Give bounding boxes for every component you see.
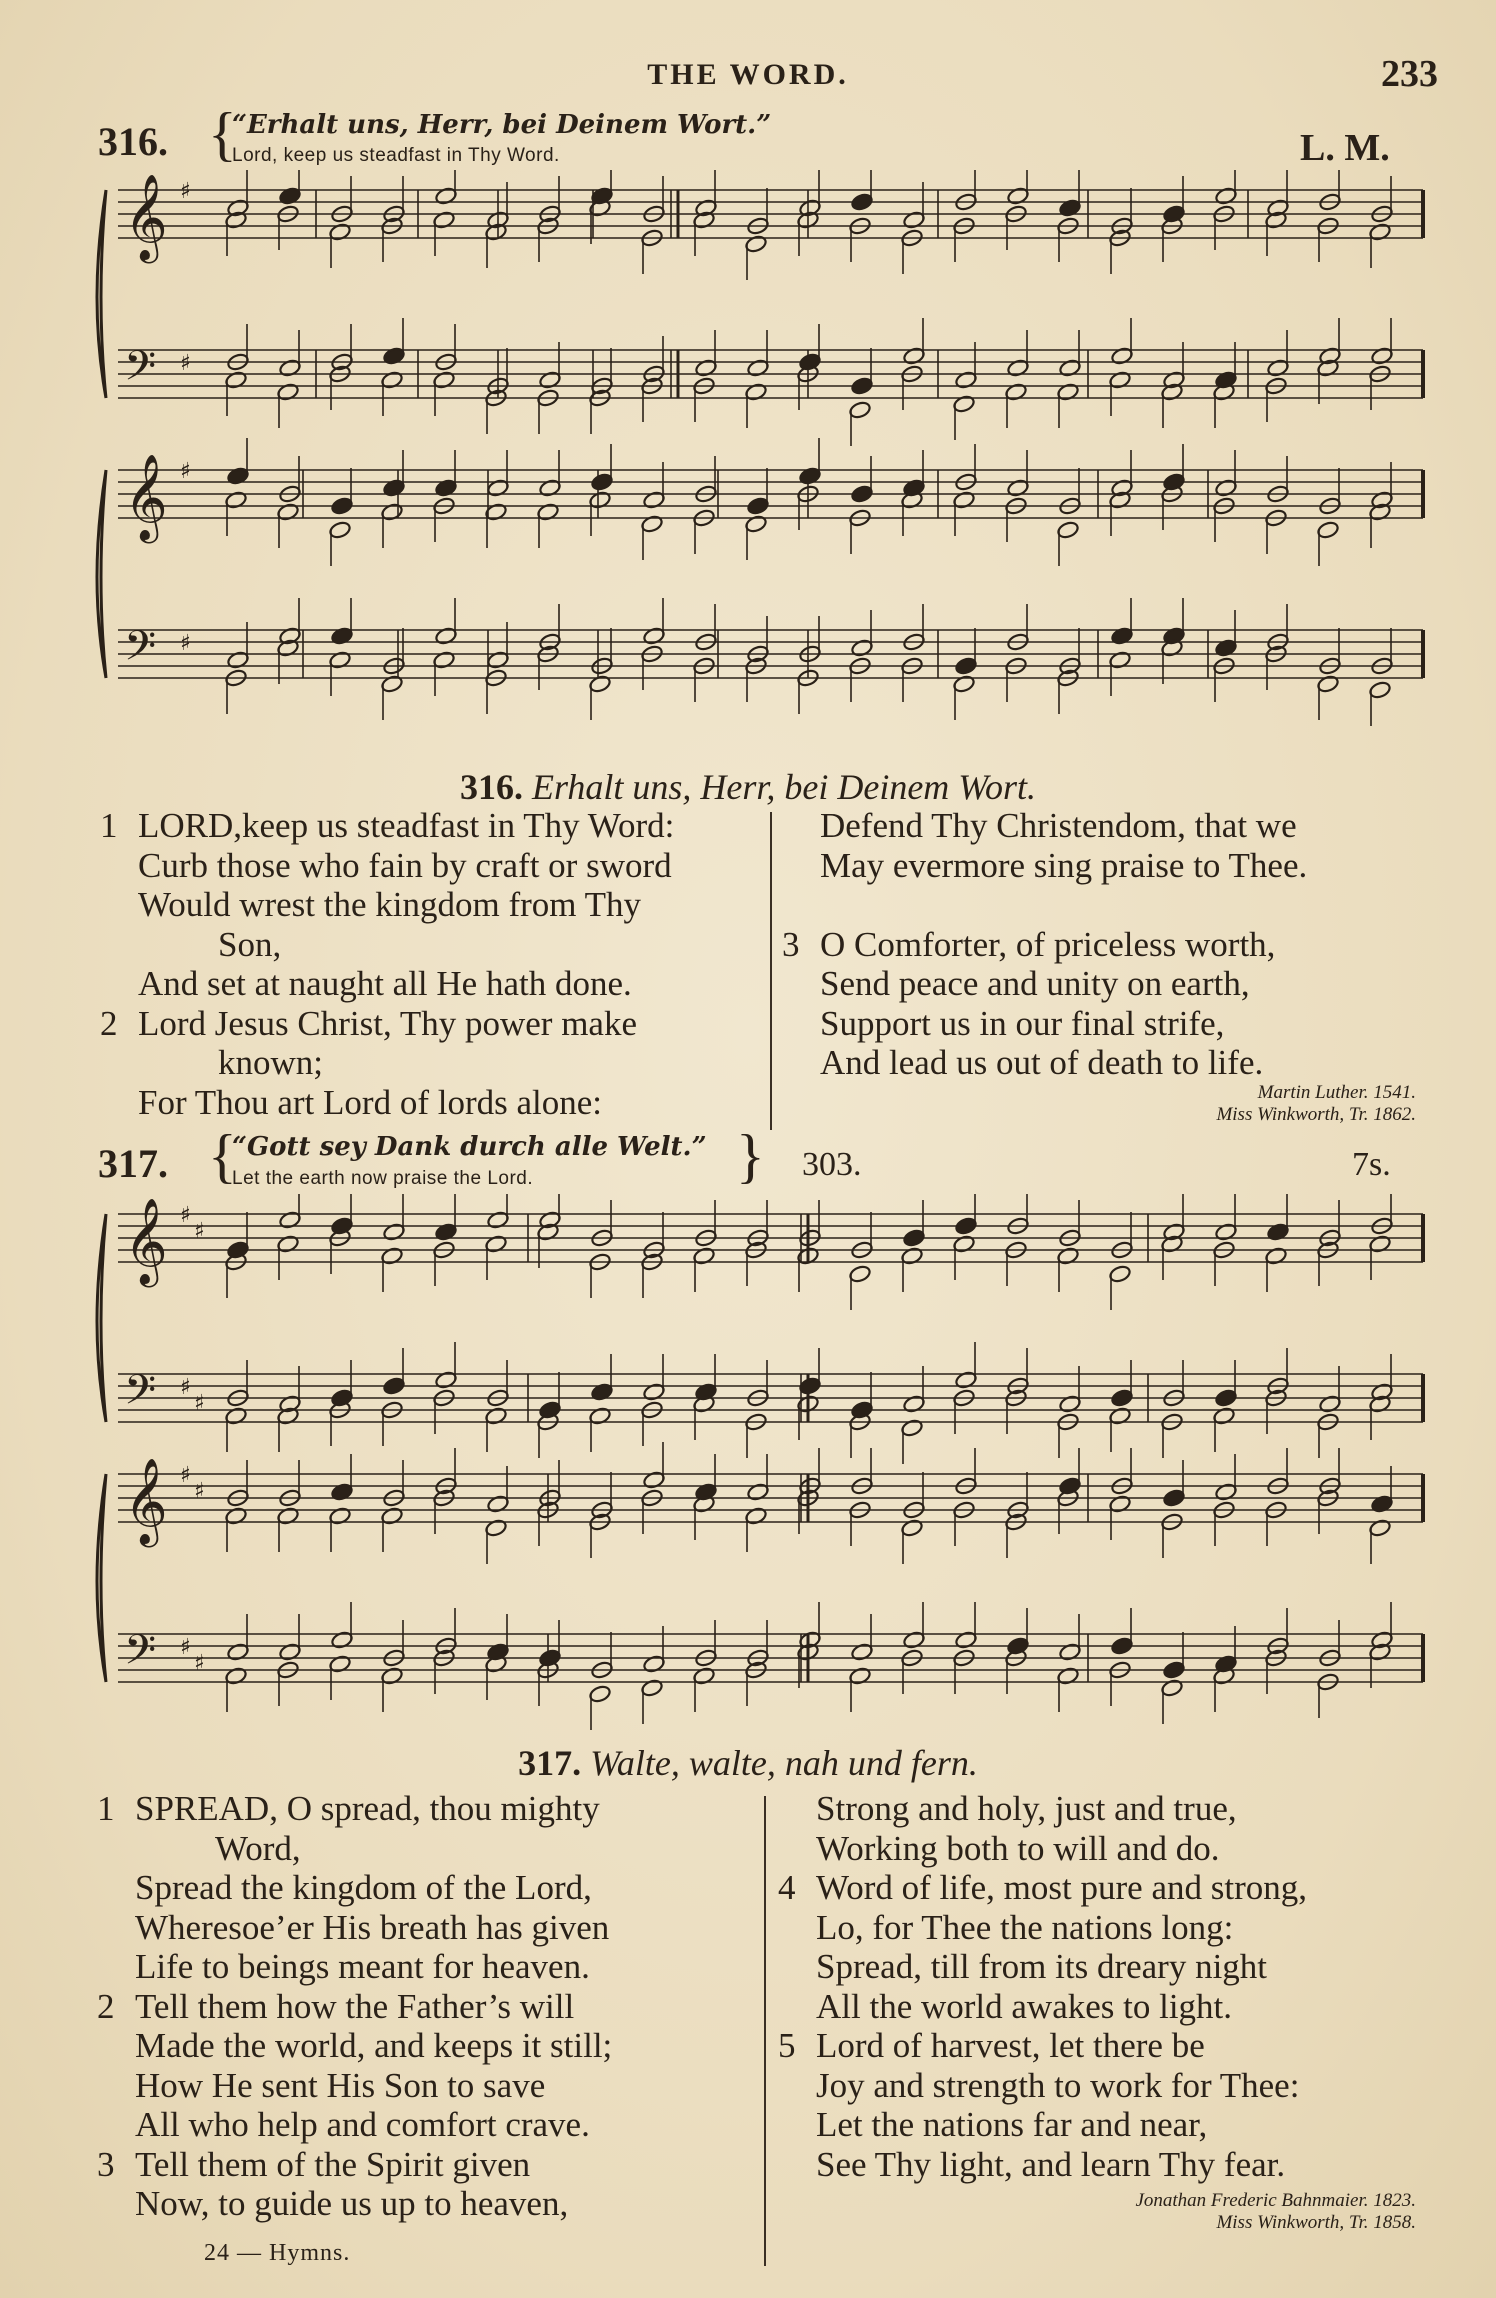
note-head [1110,626,1133,646]
verse-text: Tell them how the Father’s will [135,1986,575,2026]
note-head [746,496,769,516]
verse-text: Tell them of the Spirit given [135,2144,531,2184]
note-head [432,370,455,390]
note-head [276,1234,299,1254]
note-head [1162,1488,1185,1508]
verse-line [820,1043,1440,1083]
sharp-icon: ♯ [180,631,191,656]
note-head [434,186,457,206]
note-head [744,1506,767,1526]
treble-clef-icon: 𝄞 [124,1458,168,1544]
tune-317-german-title: “Gott sey Dank durch alle Welt.” [232,1132,707,1162]
verse-number: 3 [97,2144,115,2184]
note-head [1056,520,1079,540]
note-head [380,502,403,522]
note-head [538,370,561,390]
note-head [1214,1482,1237,1502]
verse-text: Word, [215,1828,301,1868]
verse-text: How He sent His Son to save [135,2065,546,2105]
note-head [434,478,457,498]
note-head [380,1246,403,1266]
note-head [276,1506,299,1526]
note-head [1056,1246,1079,1266]
hymn-317-credit [816,2190,1416,2234]
verse-text [820,885,829,924]
note-head [432,210,455,230]
sharp-icon: ♯ [180,1203,191,1228]
note-head [744,514,767,534]
treble-clef-icon: 𝄞 [124,1198,168,1284]
brace-icon: { [208,101,237,167]
note-head [694,358,717,378]
hymn-316-credit [816,1082,1416,1126]
note-head [902,1630,925,1650]
note-head [330,626,353,646]
note-head [1108,1264,1131,1284]
note-head [1266,1222,1289,1242]
tune-317-meter: 7s. [1352,1146,1391,1183]
note-head [536,502,559,522]
note-head [226,466,249,486]
sharp-icon: ♯ [180,1635,191,1660]
tune-316-english-title: Lord, keep us steadfast in Thy Word. [232,145,560,166]
translator-credit: Miss Winkworth, Tr. 1858. [1216,2212,1416,2233]
music-score-316 [88,170,1448,760]
bass-clef-icon: 𝄢 [124,622,157,680]
note-head [954,1216,977,1236]
note-head [1318,1394,1341,1414]
note-head [848,1264,871,1284]
author-credit: Martin Luther. 1541. [1257,1082,1416,1103]
note-head [1110,1388,1133,1408]
page-number: 233 [1381,53,1438,95]
verse-line [820,964,1440,1004]
sharp-icon: ♯ [180,351,191,376]
verse-text: Spread, till from its dreary night [816,1947,1268,1986]
treble-clef-icon: 𝄞 [124,174,168,260]
verse-text: Made the world, and keeps it still; [135,2026,613,2065]
verse-line [816,1947,1456,1987]
note-head [224,490,247,510]
verse-line [778,2026,1456,2066]
verse-text: Word of life, most pure and strong, [816,1868,1307,1907]
sharp-icon: ♯ [194,1219,205,1244]
note-head [902,1228,925,1248]
verse-text: Curb those who fain by craft or sword [138,845,672,885]
note-head [486,1494,509,1514]
note-head [1316,520,1339,540]
verse-text: O Comforter, of priceless worth, [820,924,1276,964]
note-head [484,1234,507,1254]
verse-text: Let the nations far and near, [816,2105,1208,2144]
verse-line [816,2066,1456,2106]
note-head [1160,1678,1183,1698]
note-head [1056,1666,1079,1686]
note-head [588,674,611,694]
note-head [850,376,873,396]
note-head [588,1684,611,1704]
note-head [850,484,873,504]
note-head [900,1518,923,1538]
note-head [1212,1406,1235,1426]
note-head [1058,198,1081,218]
note-head [954,656,977,676]
note-head [486,650,509,670]
verse-line [816,2145,1456,2185]
note-head [486,1210,509,1230]
verse-text: Life to beings meant for heaven. [135,1947,590,1986]
sharp-icon: ♯ [194,1391,205,1416]
note-head [276,502,299,522]
verse-line [97,2144,765,2185]
note-head [848,1666,871,1686]
verse-line [97,1789,765,1829]
note-head [328,520,351,540]
tune-316-german-title: “Erhalt uns, Herr, bei Deinem Wort.” [232,110,772,140]
note-head [484,1406,507,1426]
system-brace [97,1214,106,1422]
note-head [798,466,821,486]
note-head [848,400,871,420]
note-head [1214,478,1237,498]
verse-line [820,806,1440,846]
verse-text: LORD,keep us steadfast in Thy Word: [138,806,675,845]
note-head [1264,1246,1287,1266]
note-head [642,1654,665,1674]
note-head [850,638,873,658]
note-head [380,1506,403,1526]
note-head [486,478,509,498]
sharp-icon: ♯ [180,459,191,484]
note-head [382,1376,405,1396]
note-head [330,496,353,516]
note-head [590,1382,613,1402]
tune-317-ref: 303. [802,1146,862,1183]
verse-text: For Thou art Lord of lords alone: [138,1082,602,1122]
verse-line [138,1083,758,1123]
note-head [278,1642,301,1662]
note-head [1368,222,1391,242]
note-head [224,1666,247,1686]
tune-316-meter: L. M. [1300,127,1390,169]
verse-number: 2 [100,1003,118,1043]
column-divider [764,1796,766,2266]
sharp-icon: ♯ [194,1479,205,1504]
note-head [382,478,405,498]
verse-text: All the world awakes to light. [816,1986,1233,2026]
note-head [900,1246,923,1266]
note-head [1214,1388,1237,1408]
note-head [588,1406,611,1426]
running-head: THE WORD. [647,58,849,91]
note-head [380,674,403,694]
note-head [954,1370,977,1390]
hymn-316-caption: 316. Erhalt uns, Herr, bei Deinem Wort. [460,767,1036,807]
note-head [224,1406,247,1426]
printer-signature: 24 — Hymns. [204,2240,351,2266]
note-head [952,1234,975,1254]
note-head [380,1666,403,1686]
note-head [798,1376,821,1396]
sharp-icon: ♯ [180,1463,191,1488]
verse-number: 1 [100,806,118,845]
verse-text: Working both to will and do. [816,1828,1220,1868]
verse-line [97,1986,765,2027]
note-head [1108,370,1131,390]
tune-316-number: 316. [98,119,168,164]
note-head [642,1382,665,1402]
note-head [642,626,665,646]
note-head [692,1246,715,1266]
note-head [226,650,249,670]
verse-line [135,1947,765,1987]
note-head [330,1630,353,1650]
note-head [1108,650,1131,670]
verse-line [135,2184,765,2224]
verse-text: Lo, for Thee the nations long: [816,1907,1234,1947]
verse-text: And set at naught all He hath done. [138,964,632,1003]
verse-text: Support us in our final strife, [820,1003,1225,1043]
hymn-316-text-left [100,806,758,1122]
note-head [902,1394,925,1414]
bass-clef-icon: 𝄢 [124,1626,157,1684]
verse-line [816,2105,1456,2145]
verse-text: See Thy light, and learn Thy fear. [816,2144,1286,2184]
note-head [1370,1494,1393,1514]
note-head [1316,674,1339,694]
verse-text: Lord Jesus Christ, Thy power make [138,1003,638,1043]
note-head [692,1666,715,1686]
note-head [1214,1222,1237,1242]
note-head [744,382,767,402]
verse-line [816,1908,1456,1948]
note-head [382,346,405,366]
note-head [1266,358,1289,378]
note-head [1058,1642,1081,1662]
verse-number: 1 [97,1789,115,1828]
note-head [954,370,977,390]
brace-close-icon: } [736,1123,765,1189]
note-head [902,346,925,366]
verse-text: May evermore sing praise to Thee. [820,845,1308,885]
verse-number: 5 [778,2026,796,2065]
verse-number: 4 [778,1868,796,1907]
note-head [1368,1518,1391,1538]
note-head [224,370,247,390]
system-brace [97,190,106,398]
note-head [1006,478,1029,498]
note-head [1162,1660,1185,1680]
verse-text: Spread the kingdom of the Lord, [135,1868,592,1907]
verse-line [816,1987,1456,2027]
note-head [850,1642,873,1662]
note-head [850,192,873,212]
verse-line [135,2066,765,2106]
hymn-317-text-left [97,1789,765,2224]
verse-text: known; [218,1043,323,1082]
hymn-317-text-right [778,1789,1456,2184]
verse-line [135,2105,765,2145]
note-head [434,626,457,646]
note-head [588,490,611,510]
note-head [1006,186,1029,206]
note-head [484,1518,507,1538]
note-head [1108,1406,1131,1426]
note-head [1006,358,1029,378]
note-head [538,478,561,498]
note-head [380,370,403,390]
verse-line [100,806,758,846]
note-head [1056,382,1079,402]
verse-text: Son, [218,924,282,964]
verse-line [138,846,758,886]
note-head [952,674,975,694]
note-head [434,1370,457,1390]
verse-line [782,924,1440,965]
note-head [328,222,351,242]
note-head [1110,346,1133,366]
author-credit: Jonathan Frederic Bahnmaier. 1823. [1135,2190,1416,2211]
music-score-317 [88,1194,1448,1754]
bass-clef-icon: 𝄢 [124,1366,157,1424]
note-head [1110,1636,1133,1656]
note-head [746,358,769,378]
note-head [328,1654,351,1674]
note-head [278,358,301,378]
note-head [432,650,455,670]
note-head [1058,1394,1081,1414]
note-head [902,210,925,230]
system-brace [97,1474,106,1682]
sharp-icon: ♯ [194,1651,205,1676]
verse-text: Now, to guide us up to heaven, [135,2184,569,2223]
verse-text: Defend Thy Christendom, that we [820,806,1297,845]
verse-line [778,1868,1456,1908]
verse-text: And lead us out of death to life. [820,1043,1264,1082]
treble-clef-icon: 𝄞 [124,454,168,540]
note-head [330,1482,353,1502]
sharp-icon: ♯ [180,179,191,204]
system-brace [97,470,106,678]
note-head [640,1678,663,1698]
verse-line [816,1789,1456,1829]
note-head [642,1470,665,1490]
note-head [1368,680,1391,700]
note-head [746,1482,769,1502]
verse-text: Would wrest the kingdom from Thy [138,885,642,924]
verse-line [820,1004,1440,1044]
note-head [642,490,665,510]
verse-text: All who help and comfort crave. [135,2105,590,2144]
tune-317-english-title: Let the earth now praise the Lord. [232,1168,534,1189]
note-head [952,490,975,510]
verse-line [135,1868,765,1908]
verse-text: Strong and holy, just and true, [816,1789,1237,1828]
verse-line [138,925,758,965]
verse-line [100,1003,758,1044]
note-head [1214,638,1237,658]
verse-text: SPREAD, O spread, thou mighty [135,1789,600,1828]
note-head [1108,1494,1131,1514]
note-head [382,1222,405,1242]
note-head [328,1506,351,1526]
tune-317-number: 317. [98,1141,168,1186]
verse-line [138,964,758,1004]
verse-line [816,1829,1456,1869]
note-head [1368,1234,1391,1254]
verse-line [820,846,1440,886]
translator-credit: Miss Winkworth, Tr. 1862. [1216,1104,1416,1125]
verse-text: Joy and strength to work for Thee: [816,2065,1300,2105]
verse-line [138,1043,758,1083]
sharp-icon: ♯ [180,1375,191,1400]
note-head [224,1506,247,1526]
verse-line [135,2026,765,2066]
note-head [900,1418,923,1438]
note-head [1058,358,1081,378]
note-head [1004,382,1027,402]
verse-number: 2 [97,1986,115,2026]
verse-line [135,1829,765,1869]
note-head [434,1222,457,1242]
verse-text: Wheresoe’er His breath has given [135,1907,610,1947]
note-head [952,394,975,414]
hymn-316-text-right [782,806,1440,1083]
bass-clef-icon: 𝄢 [124,342,157,400]
verse-line [138,885,758,925]
note-head [590,472,613,492]
verse-text: Send peace and unity on earth, [820,964,1250,1003]
brace-icon: { [208,1123,237,1189]
verse-text: Lord of harvest, let there be [816,2026,1205,2065]
note-head [1370,346,1393,366]
note-head [278,186,301,206]
note-head [276,382,299,402]
note-head [1214,186,1237,206]
note-head [640,514,663,534]
hymn-317-caption: 317. Walte, walte, nah und fern. [518,1743,978,1783]
column-divider [770,812,772,1130]
note-head [328,650,351,670]
note-head [226,1642,249,1662]
verse-number: 3 [782,924,800,964]
verse-line [135,1908,765,1948]
verse-line [820,885,1440,925]
note-head [744,234,767,254]
note-head [278,1210,301,1230]
note-head [954,1630,977,1650]
